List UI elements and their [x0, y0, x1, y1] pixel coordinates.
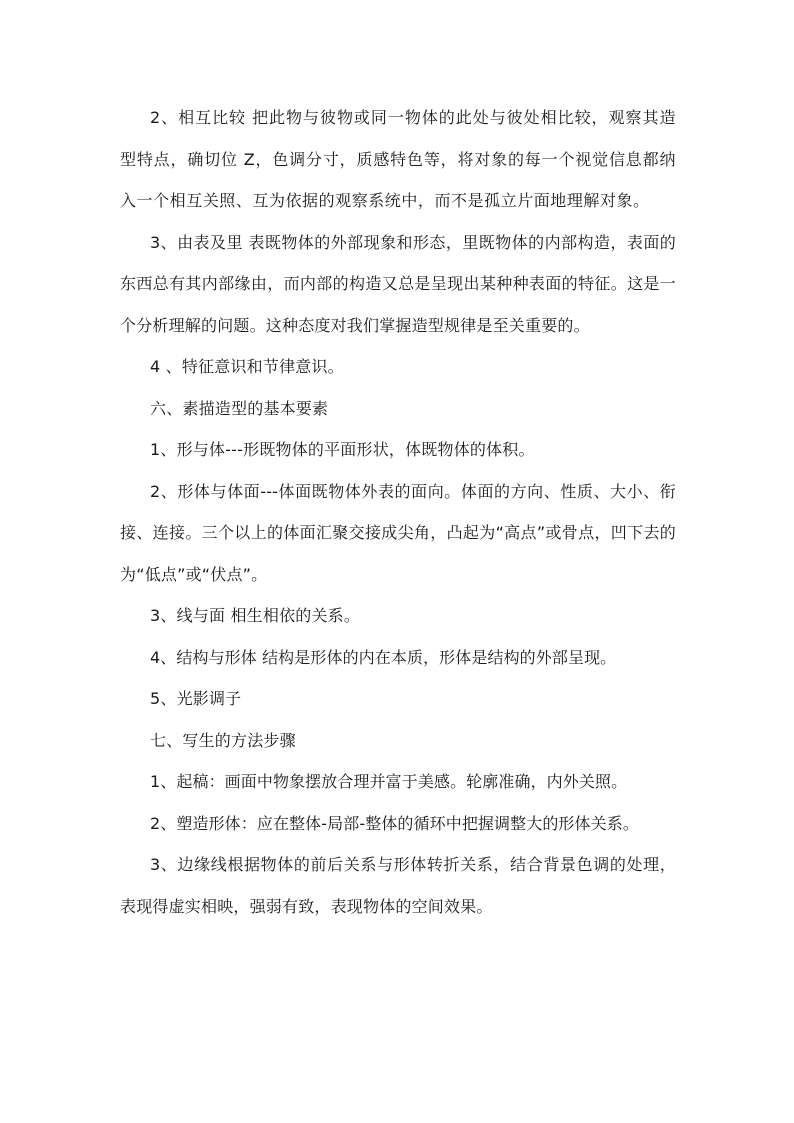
paragraph-edge-lines: 3、边缘线根据物体的前后关系与形体转折关系，结合背景色调的处理，表现得虚实相映，强弱有致，表现物体的空间效果。 — [120, 855, 676, 916]
section-heading-basic-elements: 六、素描造型的基本要素 — [150, 398, 329, 418]
paragraph-light-tone: 5、光影调子 — [150, 689, 242, 708]
document-body — [120, 97, 676, 927]
paragraph-compare: 2、相互比较 把此物与彼物或同一物体的此处与彼处相比较，观察其造型特点，确切位 Z，色调分寸，质感特色等，将对象的每一个视觉信息都纳入一个相互关照、互为依据的观察系统中，而不是孤立片面地理解对象。 — [120, 108, 676, 210]
paragraph-surface-inside: 3、由表及里 表既物体的外部现象和形态，里既物体的内部构造，表面的东西总有其内部缘由，而内部的构造又总是呈现出某种种表面的特征。这是一个分析理解的问题。这种态度对我们掌握造型规律是至关重要的。 — [120, 232, 676, 335]
section-heading-sketch-steps: 七、写生的方法步骤 — [150, 730, 296, 750]
paragraph-line-plane: 3、线与面 相生相依的关系。 — [150, 606, 361, 625]
paragraph-modeling: 2、塑造形体：应在整体-局部-整体的循环中把握调整大的形体关系。 — [150, 813, 639, 833]
paragraph-shape-volume: 1、形与体---形既物体的平面形状，体既物体的体积。 — [150, 440, 535, 459]
paragraph-feature-rhythm: 4 、特征意识和节律意识。 — [150, 357, 344, 376]
paragraph-draft: 1、起稿：画面中物象摆放合理并富于美感。轮廓准确，内外关照。 — [150, 772, 628, 791]
paragraph-form-planes: 2、形体与体面---体面既物体外表的面向。体面的方向、性质、大小、衔接、连接。三个以上的体面汇聚交接成尖角，凸起为“高点”或骨点，凹下去的为“低点”或“伏点”。 — [120, 481, 676, 584]
paragraph-structure-form: 4、结构与形体 结构是形体的内在本质，形体是结构的外部呈现。 — [150, 647, 617, 667]
